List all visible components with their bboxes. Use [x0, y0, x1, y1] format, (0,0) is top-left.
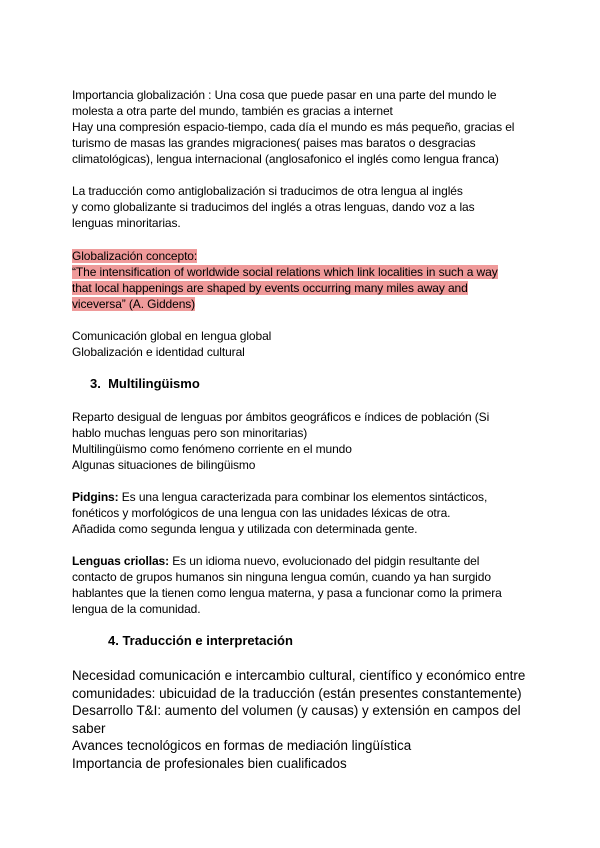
text-line: contacto de grupos humanos sin ninguna lengua común, cuando ya han surgido: [72, 570, 491, 584]
text-line: hablantes que la tienen como lengua materna, y pasa a funcionar como la primera: [72, 586, 502, 600]
paragraph-language-distribution: [72, 409, 542, 473]
section-heading-multilingualism: [90, 376, 200, 392]
text-line: La traducción como antiglobalización si traducimos de otra lengua al inglés: [72, 184, 463, 198]
text-line: lengua de la comunidad.: [72, 602, 201, 616]
text-line: Desarrollo T&I: aumento del volumen (y causas) y extensión en campos del: [72, 703, 521, 718]
text-line: Añadida como segunda lengua y utilizada con determinada gente.: [72, 522, 418, 536]
text-line: Importancia globalización : Una cosa que puede pasar en una parte del mundo le: [72, 88, 497, 102]
text-line: Importancia de profesionales bien cualificados: [72, 755, 347, 771]
text-line: saber: [72, 720, 106, 736]
text-line: Reparto desigual de lenguas por ámbitos geográficos e índices de población (Si: [72, 410, 490, 424]
text-line: hablo muchas lenguas pero son minoritarias): [72, 426, 308, 440]
text-line: lenguas minoritarias.: [72, 216, 181, 230]
text-line: comunidades: ubicuidad de la traducción (están presentes constantemente): [72, 685, 522, 701]
paragraph-creole-languages: [72, 553, 542, 617]
term-creole-languages: Lenguas criollas:: [72, 554, 169, 568]
paragraph-pidgins: [72, 489, 542, 537]
definition-text: Es un idioma nuevo, evolucionado del pidgin resultante del: [169, 554, 480, 568]
heading-title: Multilingüismo: [108, 376, 200, 391]
text-line: Globalización e identidad cultural: [72, 345, 245, 359]
highlighted-text-line: “The intensification of worldwide social relations which link localities in such a way: [72, 265, 498, 279]
text-line: turismo de masas las grandes migraciones( paises mas baratos o desgracias: [72, 136, 476, 150]
definition-text: Es una lengua caracterizada para combinar los elementos sintácticos,: [118, 490, 488, 504]
text-line: Hay una compresión espacio-tiempo, cada día el mundo es más pequeño, gracias el: [72, 120, 515, 134]
paragraph-globalization-importance: [72, 87, 542, 167]
text-line: Necesidad comunicación e intercambio cultural, científico y económico entre: [72, 668, 526, 683]
text-line: Comunicación global en lengua global: [72, 329, 272, 343]
paragraph-translation-needs: [72, 667, 542, 772]
highlighted-text-line: that local happenings are shaped by events occurring many miles away and: [72, 281, 468, 295]
text-line: y como globalizante si traducimos del inglés a otras lenguas, dando voz a las: [72, 200, 475, 214]
text-line: molesta a otra parte del mundo, también es gracias a internet: [72, 104, 393, 118]
text-line: Algunas situaciones de bilingüismo: [72, 458, 256, 472]
term-pidgins: Pidgins:: [72, 490, 119, 504]
section-heading-translation-interpretation: [108, 633, 293, 649]
text-line: Multilingüismo como fenómeno corriente en el mundo: [72, 442, 352, 456]
heading-title: 4. Traducción e interpretación: [108, 633, 293, 648]
heading-number: 3.: [90, 376, 101, 391]
highlighted-text-line: viceversa” (A. Giddens): [72, 297, 196, 311]
text-line: climatológicas), lengua internacional (anglosafonico el inglés como lengua franca): [72, 152, 499, 166]
paragraph-translation-antiglobalization: [72, 183, 542, 231]
paragraph-global-communication: [72, 328, 542, 360]
highlighted-text-line: Globalización concepto:: [72, 249, 198, 263]
highlighted-quote-block: [72, 248, 542, 312]
text-line: fonéticos y morfológicos de una lengua con las unidades léxicas de otra.: [72, 506, 451, 520]
text-line: Avances tecnológicos en formas de mediación lingüística: [72, 738, 412, 753]
